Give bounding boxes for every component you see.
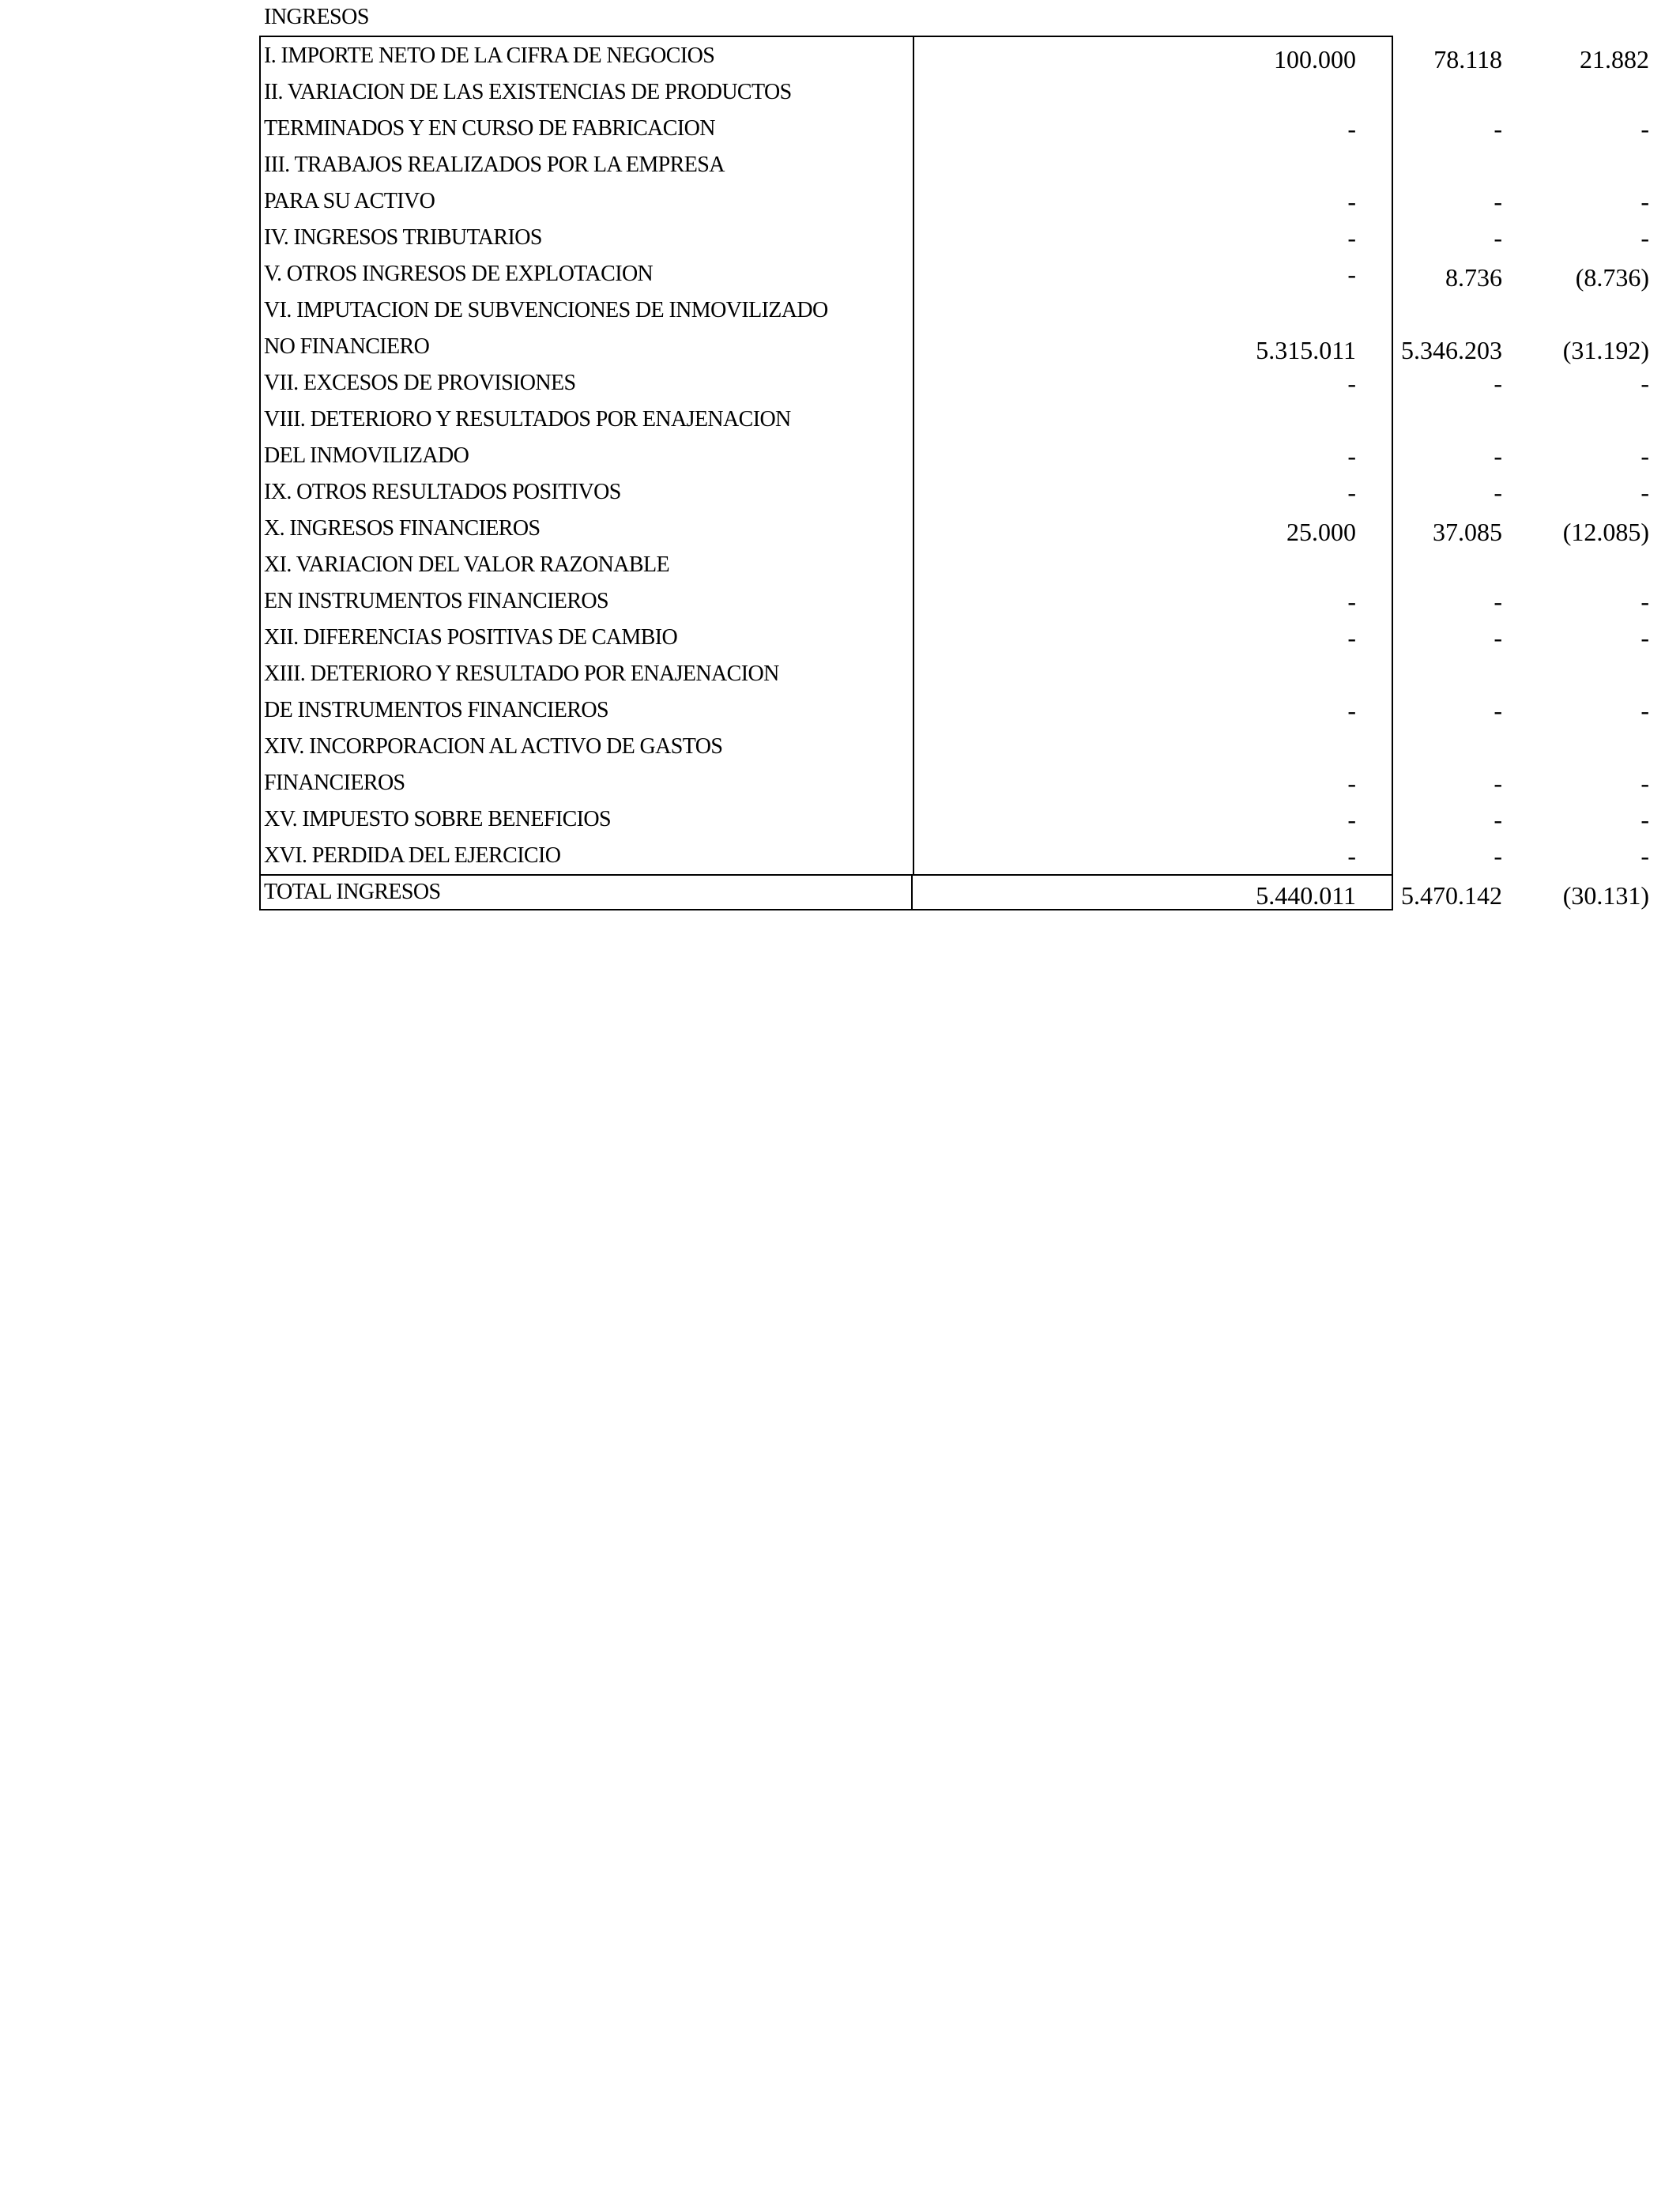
value-col-2: - [1494, 624, 1502, 652]
value-col-3: - [1640, 224, 1649, 252]
table-row [259, 765, 1649, 801]
row-label: PARA SU ACTIVO [264, 189, 435, 213]
total-column-divider [911, 874, 913, 910]
value-col-1: - [1347, 260, 1356, 288]
table-row [259, 292, 1393, 329]
value-col-2: - [1494, 696, 1502, 725]
row-label: VIII. DETERIORO Y RESULTADOS POR ENAJENACION [264, 407, 791, 432]
value-col-1: - [1347, 587, 1356, 616]
row-label: IV. INGRESOS TRIBUTARIOS [264, 225, 542, 250]
table-row [259, 365, 1649, 401]
value-col-1: - [1347, 842, 1356, 870]
table-row [259, 511, 1649, 547]
value-col-2: - [1494, 369, 1502, 398]
value-col-1: 100.000 [1274, 45, 1356, 74]
table-row [259, 220, 1649, 256]
row-label: I. IMPORTE NETO DE LA CIFRA DE NEGOCIOS [264, 43, 715, 68]
table-row [259, 256, 1649, 292]
row-label: II. VARIACION DE LAS EXISTENCIAS DE PRODUCTOS [264, 80, 792, 104]
row-label: NO FINANCIERO [264, 334, 430, 359]
row-label: XI. VARIACION DEL VALOR RAZONABLE [264, 552, 669, 577]
value-col-2: - [1494, 769, 1502, 797]
value-col-1: - [1347, 224, 1356, 252]
value-col-3: (31.192) [1562, 336, 1649, 364]
value-col-2: - [1494, 842, 1502, 870]
value-col-2: - [1494, 442, 1502, 470]
row-label: IX. OTROS RESULTADOS POSITIVOS [264, 480, 621, 504]
value-col-1: - [1347, 696, 1356, 725]
value-col-1: 5.315.011 [1256, 336, 1356, 364]
row-label: VI. IMPUTACION DE SUBVENCIONES DE INMOVILIZADO [264, 298, 828, 322]
row-label: DE INSTRUMENTOS FINANCIEROS [264, 698, 608, 722]
total-value-col-3: (30.131) [1562, 881, 1649, 910]
row-label: XIV. INCORPORACION AL ACTIVO DE GASTOS [264, 734, 723, 759]
row-label: XIII. DETERIORO Y RESULTADO POR ENAJENACION [264, 662, 779, 686]
value-col-1: - [1347, 624, 1356, 652]
table-row [259, 147, 1393, 183]
value-col-2: - [1494, 587, 1502, 616]
section-title: INGRESOS [264, 5, 369, 29]
value-col-3: - [1640, 805, 1649, 834]
total-value-col-2: 5.470.142 [1401, 881, 1502, 910]
table-row [259, 74, 1393, 111]
row-label: VII. EXCESOS DE PROVISIONES [264, 371, 576, 395]
value-col-1: - [1347, 805, 1356, 834]
value-col-3: - [1640, 769, 1649, 797]
value-col-3: - [1640, 478, 1649, 507]
table-row [259, 438, 1649, 474]
total-label: TOTAL INGRESOS [264, 880, 441, 904]
table-row [259, 183, 1649, 220]
value-col-1: - [1347, 769, 1356, 797]
value-col-3: 21.882 [1580, 45, 1649, 74]
total-value-col-1: 5.440.011 [1256, 881, 1356, 910]
row-label: FINANCIEROS [264, 771, 405, 795]
value-col-2: 8.736 [1445, 263, 1502, 292]
table-row [259, 329, 1649, 365]
value-col-1: - [1347, 115, 1356, 143]
value-col-1: - [1347, 187, 1356, 216]
value-col-3: - [1640, 842, 1649, 870]
value-col-3: - [1640, 187, 1649, 216]
table-row [259, 401, 1393, 438]
value-col-1: 25.000 [1286, 518, 1356, 546]
value-col-2: - [1494, 478, 1502, 507]
value-col-3: - [1640, 369, 1649, 398]
value-col-2: 78.118 [1433, 45, 1502, 74]
row-label: XII. DIFERENCIAS POSITIVAS DE CAMBIO [264, 625, 678, 650]
row-label: X. INGRESOS FINANCIEROS [264, 516, 541, 541]
table-row [259, 583, 1649, 620]
value-col-2: - [1494, 115, 1502, 143]
row-label: EN INSTRUMENTOS FINANCIEROS [264, 589, 608, 613]
value-col-2: - [1494, 187, 1502, 216]
table-row [259, 656, 1393, 692]
table-row [259, 801, 1649, 838]
row-label: TERMINADOS Y EN CURSO DE FABRICACION [264, 116, 715, 141]
table-row [259, 692, 1649, 729]
value-col-2: - [1494, 224, 1502, 252]
value-col-1: - [1347, 369, 1356, 398]
value-col-3: - [1640, 115, 1649, 143]
value-col-2: 37.085 [1433, 518, 1502, 546]
value-col-3: (8.736) [1575, 263, 1649, 292]
table-bottom-border [259, 874, 1393, 910]
value-col-3: - [1640, 587, 1649, 616]
value-col-1: - [1347, 442, 1356, 470]
row-label: XV. IMPUESTO SOBRE BENEFICIOS [264, 807, 611, 831]
value-col-3: - [1640, 696, 1649, 725]
value-col-3: - [1640, 442, 1649, 470]
table-row [259, 38, 1649, 74]
table-row [259, 620, 1649, 656]
table-row [259, 111, 1649, 147]
value-col-2: - [1494, 805, 1502, 834]
value-col-2: 5.346.203 [1401, 336, 1502, 364]
row-label: DEL INMOVILIZADO [264, 443, 469, 468]
table-row [259, 547, 1393, 583]
row-label: III. TRABAJOS REALIZADOS POR LA EMPRESA [264, 153, 725, 177]
value-col-1: - [1347, 478, 1356, 507]
table-row [259, 729, 1393, 765]
table-row [259, 474, 1649, 511]
row-label: V. OTROS INGRESOS DE EXPLOTACION [264, 262, 654, 286]
value-col-3: (12.085) [1562, 518, 1649, 546]
value-col-3: - [1640, 624, 1649, 652]
table-row [259, 838, 1649, 874]
row-label: XVI. PERDIDA DEL EJERCICIO [264, 843, 561, 868]
